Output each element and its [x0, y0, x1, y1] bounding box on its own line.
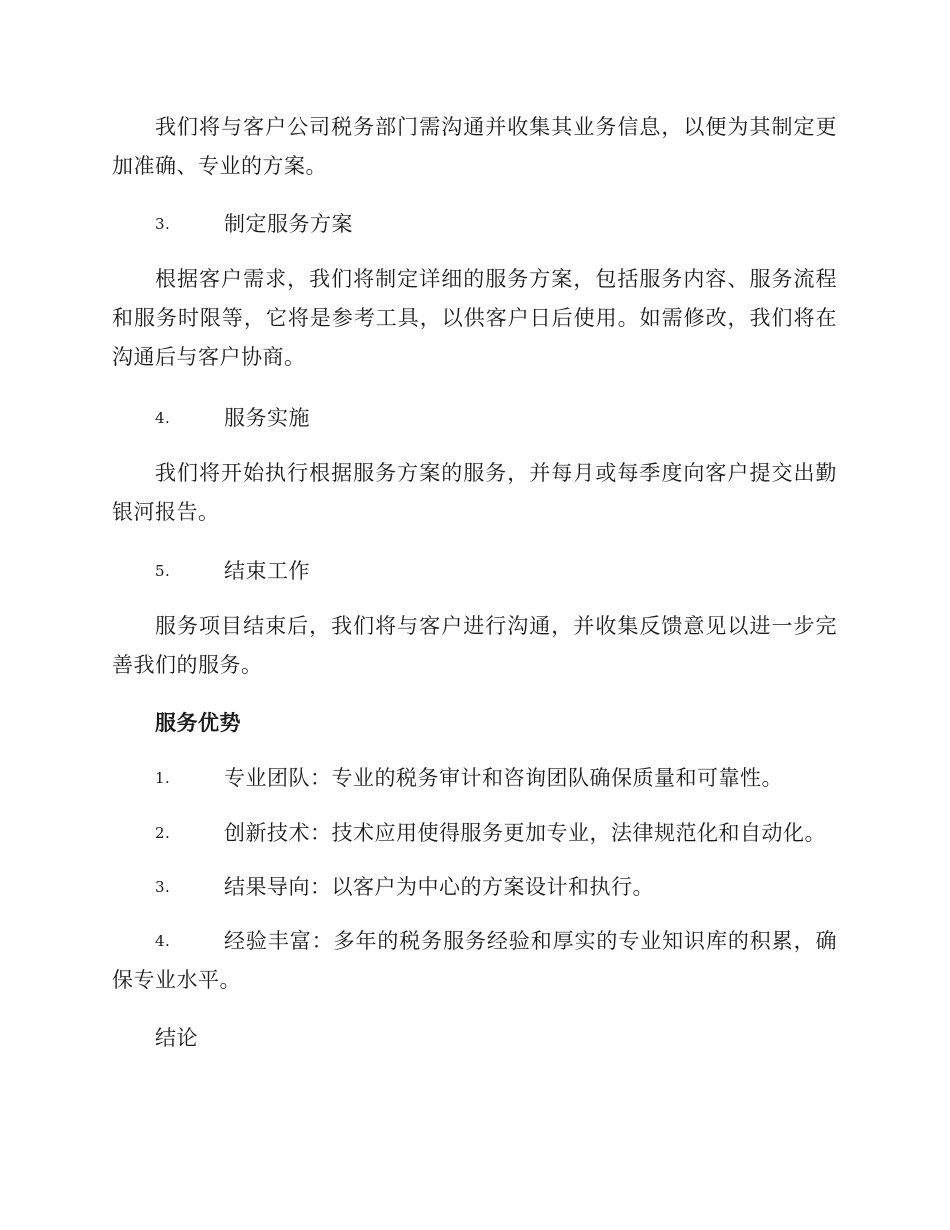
advantage-item	[112, 867, 837, 907]
advantage-number: 1.	[155, 769, 171, 787]
step-5	[112, 551, 837, 591]
step-title: 制定服务方案	[224, 212, 353, 236]
step-number: 3.	[155, 215, 171, 233]
advantage-item	[112, 813, 837, 853]
step-title: 服务实施	[224, 406, 310, 430]
advantage-number: 4.	[155, 932, 171, 950]
section-heading-advantages: 服务优势	[155, 710, 241, 735]
advantage-text: 专业团队：专业的税务审计和咨询团队确保质量和可靠性。	[224, 766, 783, 790]
advantage-text: 创新技术：技术应用使得服务更加专业，法律规范化和自动化。	[224, 821, 826, 845]
paragraph-info-collection: 我们将与客户公司税务部门需沟通并收集其业务信息，以便为其制定更加准确、专业的方案。	[112, 115, 837, 178]
paragraph-service-plan: 根据客户需求，我们将制定详细的服务方案，包括服务内容、服务流程和服务时限等，它将是参考工具，以供客户日后使用。如需修改，我们将在沟通后与客户协商。	[112, 267, 837, 369]
step-title: 结束工作	[224, 559, 310, 583]
advantage-item	[112, 758, 837, 798]
section-heading-conclusion: 结论	[155, 1026, 198, 1050]
step-number: 4.	[155, 409, 171, 427]
step-number: 5.	[155, 562, 171, 580]
advantage-text: 经验丰富：多年的税务服务经验和厚实的专业知识库的积累，确保专业水平。	[112, 929, 837, 992]
paragraph-service-implementation: 我们将开始执行根据服务方案的服务，并每月或每季度向客户提交出勤银河报告。	[112, 461, 837, 524]
advantage-text: 结果导向：以客户为中心的方案设计和执行。	[224, 875, 654, 899]
advantage-number: 2.	[155, 824, 171, 842]
advantage-number: 3.	[155, 878, 171, 896]
paragraph-closing-work: 服务项目结束后，我们将与客户进行沟通，并收集反馈意见以进一步完善我们的服务。	[112, 614, 837, 677]
step-3	[112, 204, 837, 244]
advantage-item	[112, 922, 837, 1000]
step-4	[112, 398, 837, 438]
